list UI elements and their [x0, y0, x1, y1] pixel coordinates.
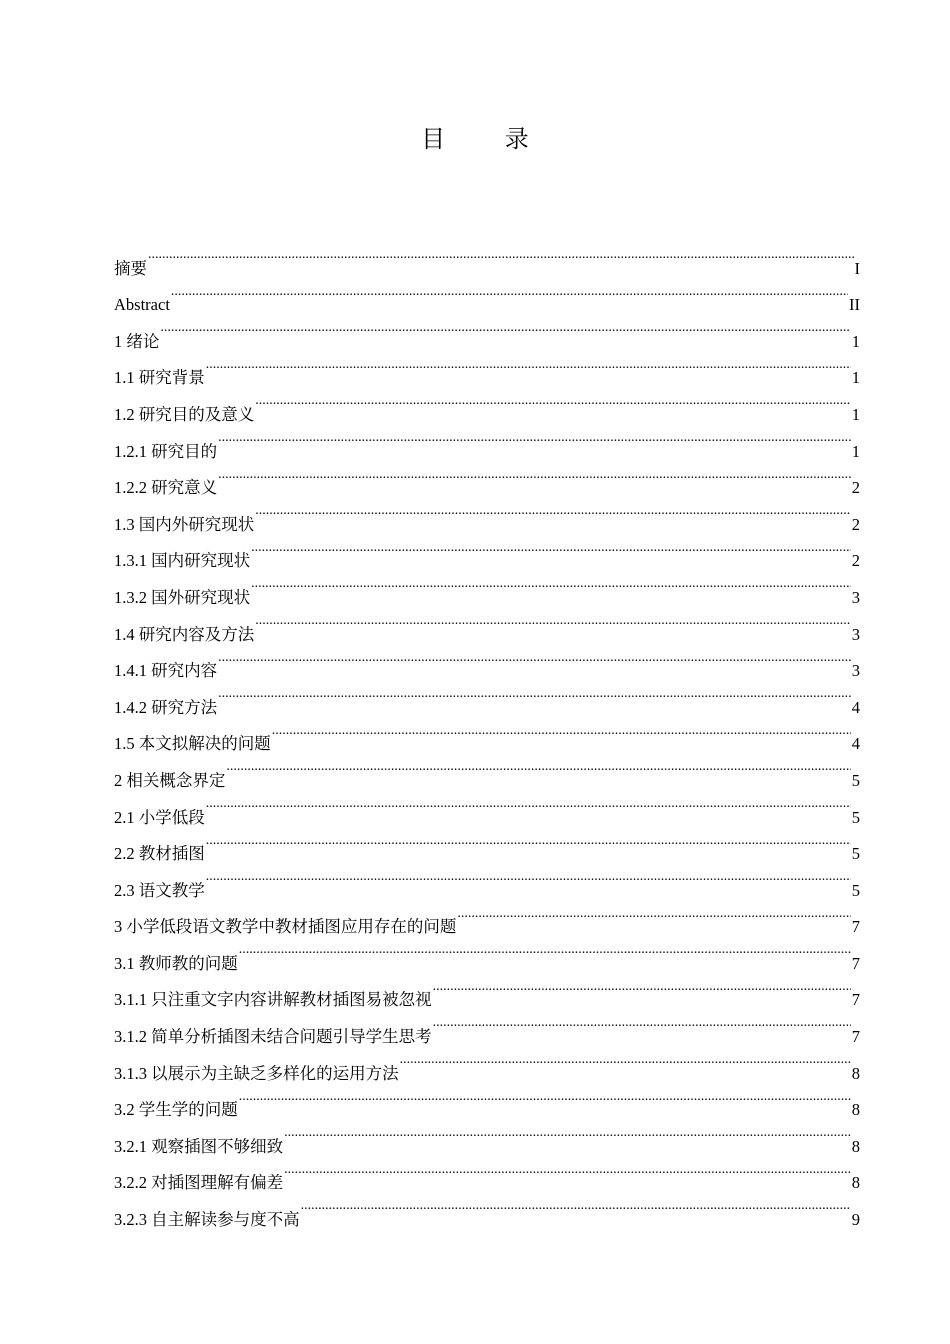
toc-entry-label: Abstract [114, 295, 170, 315]
toc-entry-page: 2 [851, 551, 860, 571]
table-of-contents [114, 237, 860, 1230]
toc-entry-label: 3.2.3 自主解读参与度不高 [114, 1210, 300, 1230]
toc-entry-label: 2.3 语文教学 [114, 880, 205, 900]
toc-leader-dots [301, 1188, 851, 1225]
toc-leader-dots [171, 274, 848, 311]
toc-entry[interactable] [114, 493, 860, 534]
toc-entry-label: 3.1.3 以展示为主缺乏多样化的运用方法 [114, 1063, 399, 1083]
toc-entry-label: 摘要 [114, 258, 147, 278]
toc-entry-page: 5 [851, 880, 860, 900]
toc-entry-page: 5 [851, 770, 860, 790]
toc-entry[interactable] [114, 823, 860, 864]
toc-leader-dots [206, 823, 851, 860]
toc-entry-page: 2 [851, 478, 860, 498]
toc-leader-dots [218, 676, 851, 713]
toc-entry[interactable] [114, 676, 860, 717]
toc-leader-dots [160, 310, 850, 347]
toc-entry-page: 7 [851, 1027, 860, 1047]
toc-entry-label: 1.3.2 国外研究现状 [114, 587, 251, 607]
toc-entry[interactable] [114, 786, 860, 827]
toc-entry-page: II [849, 295, 860, 315]
toc-entry-label: 1.2 研究目的及意义 [114, 404, 255, 424]
toc-leader-dots [284, 1115, 851, 1152]
toc-entry-page: 2 [851, 514, 860, 534]
toc-entry[interactable] [114, 237, 860, 278]
toc-entry-label: 3.2 学生学的问题 [114, 1100, 238, 1120]
toc-leader-dots [284, 1152, 851, 1189]
toc-entry-page: 9 [851, 1210, 860, 1230]
toc-entry-label: 3.1.2 简单分析插图未结合问题引导学生思考 [114, 1027, 432, 1047]
toc-entry[interactable] [114, 347, 860, 388]
toc-entry-page: 5 [851, 807, 860, 827]
toc-entry-label: 2.1 小学低段 [114, 807, 205, 827]
toc-entry-label: 2.2 教材插图 [114, 844, 205, 864]
toc-entry-page: 1 [851, 441, 860, 461]
toc-entry[interactable] [114, 420, 860, 461]
toc-entry[interactable] [114, 713, 860, 754]
toc-leader-dots [251, 566, 851, 603]
toc-entry[interactable] [114, 640, 860, 681]
toc-entry-label: 3 小学低段语文教学中教材插图应用存在的问题 [114, 917, 457, 937]
toc-leader-dots [218, 640, 851, 677]
toc-entry[interactable] [114, 457, 860, 498]
toc-leader-dots [255, 383, 851, 420]
toc-leader-dots [226, 749, 850, 786]
toc-leader-dots [251, 530, 851, 567]
toc-entry-page: 1 [851, 404, 860, 424]
toc-entry-page: I [854, 258, 860, 278]
toc-leader-dots [239, 1079, 851, 1116]
toc-entry[interactable] [114, 310, 860, 351]
toc-entry-page: 1 [851, 331, 860, 351]
toc-entry-label: 1.3 国内外研究现状 [114, 514, 255, 534]
toc-entry-label: 1.3.1 国内研究现状 [114, 551, 251, 571]
toc-leader-dots [457, 896, 850, 933]
toc-leader-dots [206, 786, 851, 823]
toc-entry-page: 7 [851, 953, 860, 973]
toc-entry-page: 5 [851, 844, 860, 864]
page-title: 目 录 [421, 125, 555, 153]
toc-leader-dots [433, 1005, 851, 1042]
toc-entry-label: 1 绪论 [114, 331, 160, 351]
toc-leader-dots [206, 859, 851, 896]
toc-leader-dots [400, 1042, 851, 1079]
toc-leader-dots [255, 603, 851, 640]
toc-entry-page: 4 [851, 734, 860, 754]
toc-entry-label: 2 相关概念界定 [114, 770, 226, 790]
toc-entry[interactable] [114, 749, 860, 790]
toc-entry-page: 7 [851, 917, 860, 937]
toc-leader-dots [239, 932, 851, 969]
toc-entry-page: 3 [851, 587, 860, 607]
toc-entry-page: 7 [851, 990, 860, 1010]
toc-entry-page: 1 [851, 368, 860, 388]
toc-leader-dots [148, 237, 854, 274]
toc-entry[interactable] [114, 383, 860, 424]
toc-entry-label: 3.2.1 观察插图不够细致 [114, 1136, 284, 1156]
toc-entry-label: 1.4.1 研究内容 [114, 661, 218, 681]
toc-leader-dots [218, 457, 851, 494]
toc-entry[interactable] [114, 859, 860, 900]
toc-entry-label: 3.1 教师教的问题 [114, 953, 238, 973]
toc-leader-dots [218, 420, 851, 457]
toc-entry-page: 8 [851, 1136, 860, 1156]
toc-entry-label: 1.1 研究背景 [114, 368, 205, 388]
toc-entry-page: 4 [851, 697, 860, 717]
toc-entry-label: 3.2.2 对插图理解有偏差 [114, 1173, 284, 1193]
toc-entry[interactable] [114, 274, 860, 315]
toc-entry-page: 3 [851, 661, 860, 681]
toc-leader-dots [255, 493, 851, 530]
toc-entry-label: 1.4.2 研究方法 [114, 697, 218, 717]
toc-entry-label: 1.4 研究内容及方法 [114, 624, 255, 644]
toc-leader-dots [433, 969, 851, 1006]
toc-entry-page: 8 [851, 1173, 860, 1193]
toc-entry-page: 8 [851, 1063, 860, 1083]
toc-entry-label: 1.5 本文拟解决的问题 [114, 734, 271, 754]
toc-entry-label: 3.1.1 只注重文字内容讲解教材插图易被忽视 [114, 990, 432, 1010]
toc-leader-dots [206, 347, 851, 384]
toc-entry[interactable] [114, 896, 860, 937]
toc-entry-label: 1.2.2 研究意义 [114, 478, 218, 498]
toc-leader-dots [272, 713, 851, 750]
toc-entry-page: 3 [851, 624, 860, 644]
toc-entry-page: 8 [851, 1100, 860, 1120]
toc-entry-label: 1.2.1 研究目的 [114, 441, 218, 461]
